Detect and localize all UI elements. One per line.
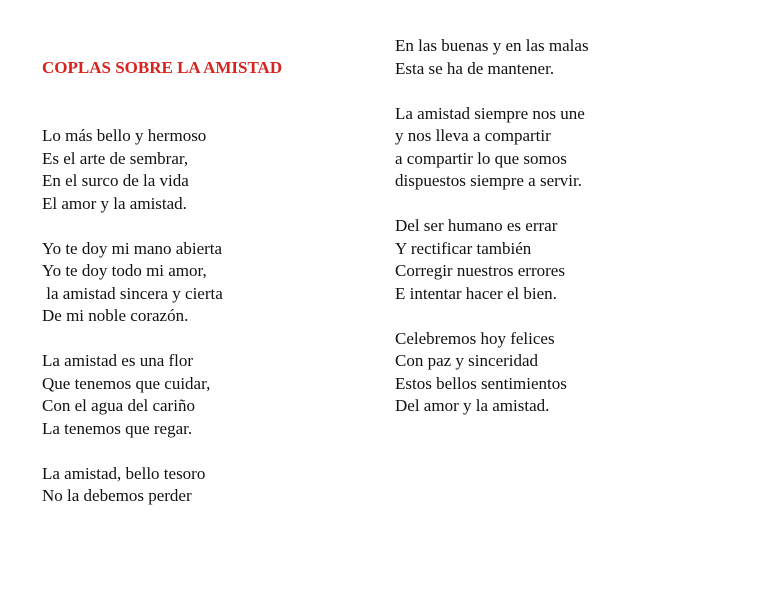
verse-line: La amistad siempre nos une — [395, 103, 585, 123]
verse-line: Yo te doy mi mano abierta — [42, 238, 223, 258]
verse-line: Con el agua del cariño — [42, 396, 195, 415]
right-column — [395, 35, 589, 440]
verse-line: Esta se ha de mantener. — [395, 58, 555, 78]
verse-line: Es el arte de sembrar, — [42, 148, 189, 168]
verse-line: Corregir nuestros errores — [395, 261, 565, 280]
stanza — [42, 125, 223, 215]
verse-line: Del ser humano es errar — [395, 216, 558, 235]
verse-line: Y rectificar también — [395, 238, 532, 258]
verse-line: Del amor y la amistad. — [395, 396, 550, 415]
verse-line: Lo más bello y hermoso — [42, 126, 207, 145]
verse-line: a compartir lo que somos — [395, 148, 567, 168]
stanza — [395, 35, 589, 80]
verse-line: En el surco de la vida — [42, 171, 189, 190]
stanza — [42, 463, 223, 508]
verse-line: la amistad sincera y cierta — [42, 283, 223, 303]
document-title: COPLAS SOBRE LA AMISTAD — [42, 58, 283, 77]
verse-line: De mi noble corazón. — [42, 306, 189, 325]
stanza — [395, 103, 589, 193]
stanza — [42, 350, 223, 440]
stanza — [42, 238, 223, 328]
verse-line: Que tenemos que cuidar, — [42, 373, 211, 393]
verse-line: y nos lleva a compartir — [395, 126, 551, 145]
verse-line: dispuestos siempre a servir. — [395, 171, 582, 190]
verse-line: El amor y la amistad. — [42, 193, 187, 213]
verse-line: Estos bellos sentimientos — [395, 373, 567, 393]
verse-line: Celebremos hoy felices — [395, 328, 555, 348]
stanza — [395, 328, 589, 418]
verse-line: E intentar hacer el bien. — [395, 283, 557, 303]
verse-line: Con paz y sinceridad — [395, 351, 539, 370]
verse-line: En las buenas y en las malas — [395, 36, 589, 55]
verse-line: No la debemos perder — [42, 486, 192, 505]
verse-line: La amistad, bello tesoro — [42, 463, 206, 483]
stanza — [395, 215, 589, 305]
verse-line: La tenemos que regar. — [42, 418, 193, 438]
verse-line: La amistad es una flor — [42, 351, 194, 370]
verse-line: Yo te doy todo mi amor, — [42, 261, 207, 280]
left-column — [42, 125, 223, 530]
